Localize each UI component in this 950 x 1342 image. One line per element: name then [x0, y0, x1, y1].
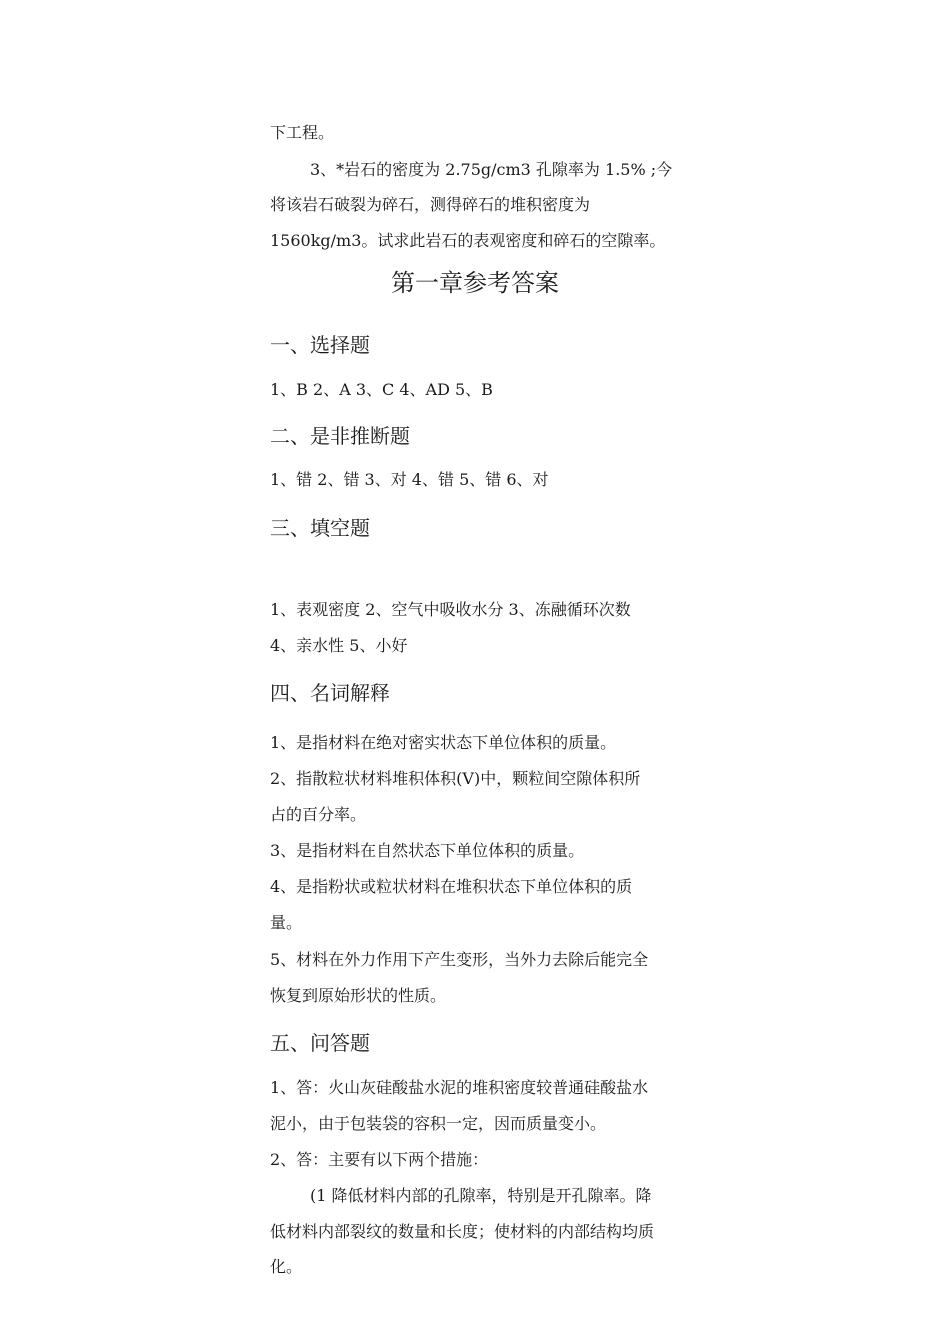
section-heading-terms: 四、名词解释 — [270, 681, 390, 705]
terms-line: 恢复到原始形状的性质。 — [270, 986, 447, 1005]
text-line: 将该岩石破裂为碎石，测得碎石的堆积密度为 — [270, 195, 591, 214]
true-false-answers: 1、错 2、错 3、对 4、错 5、错 6、对 — [270, 470, 549, 489]
fill-blank-answers: 4、亲水性 5、小好 — [270, 636, 408, 655]
qa-line: (1 降低材料内部的孔隙率，特别是开孔隙率。降 — [310, 1186, 652, 1205]
text-line: 下工程。 — [270, 123, 335, 142]
section-heading-qa: 五、问答题 — [270, 1031, 370, 1055]
terms-line: 3、是指材料在自然状态下单位体积的质量。 — [270, 841, 585, 860]
terms-line: 占的百分率。 — [270, 805, 367, 824]
choice-answers: 1、B 2、A 3、C 4、AD 5、B — [270, 380, 493, 399]
qa-line: 1、答：火山灰硅酸盐水泥的堆积密度较普通硅酸盐水 — [270, 1078, 649, 1097]
qa-line: 泥小，由于包装袋的容积一定，因而质量变小。 — [270, 1114, 607, 1133]
terms-line: 4、是指粉状或粒状材料在堆积状态下单位体积的质 — [270, 877, 633, 896]
qa-line: 化。 — [270, 1257, 303, 1276]
terms-line: 量。 — [270, 913, 303, 932]
section-heading-choice: 一、选择题 — [270, 333, 370, 357]
fill-blank-answers: 1、表观密度 2、空气中吸收水分 3、冻融循环次数 — [270, 600, 631, 619]
section-heading-true-false: 二、是非推断题 — [270, 424, 410, 448]
terms-line: 1、是指材料在绝对密实状态下单位体积的质量。 — [270, 733, 617, 752]
text-line: 3、*岩石的密度为 2.75g/cm3 孔隙率为 1.5% ;今 — [310, 160, 673, 179]
terms-line: 5、材料在外力作用下产生变形，当外力去除后能完全 — [270, 950, 649, 969]
section-heading-fill-blank: 三、填空题 — [270, 516, 370, 540]
text-line: 1560kg/m3。试求此岩石的表观密度和碎石的空隙率。 — [270, 231, 666, 250]
qa-line: 2、答：主要有以下两个措施： — [270, 1150, 489, 1169]
terms-line: 2、指散粒状材料堆积体积(V)中，颗粒间空隙体积所 — [270, 769, 641, 788]
qa-line: 低材料内部裂纹的数量和长度；使材料的内部结构均质 — [270, 1222, 655, 1241]
chapter-title: 第一章参考答案 — [391, 269, 559, 297]
